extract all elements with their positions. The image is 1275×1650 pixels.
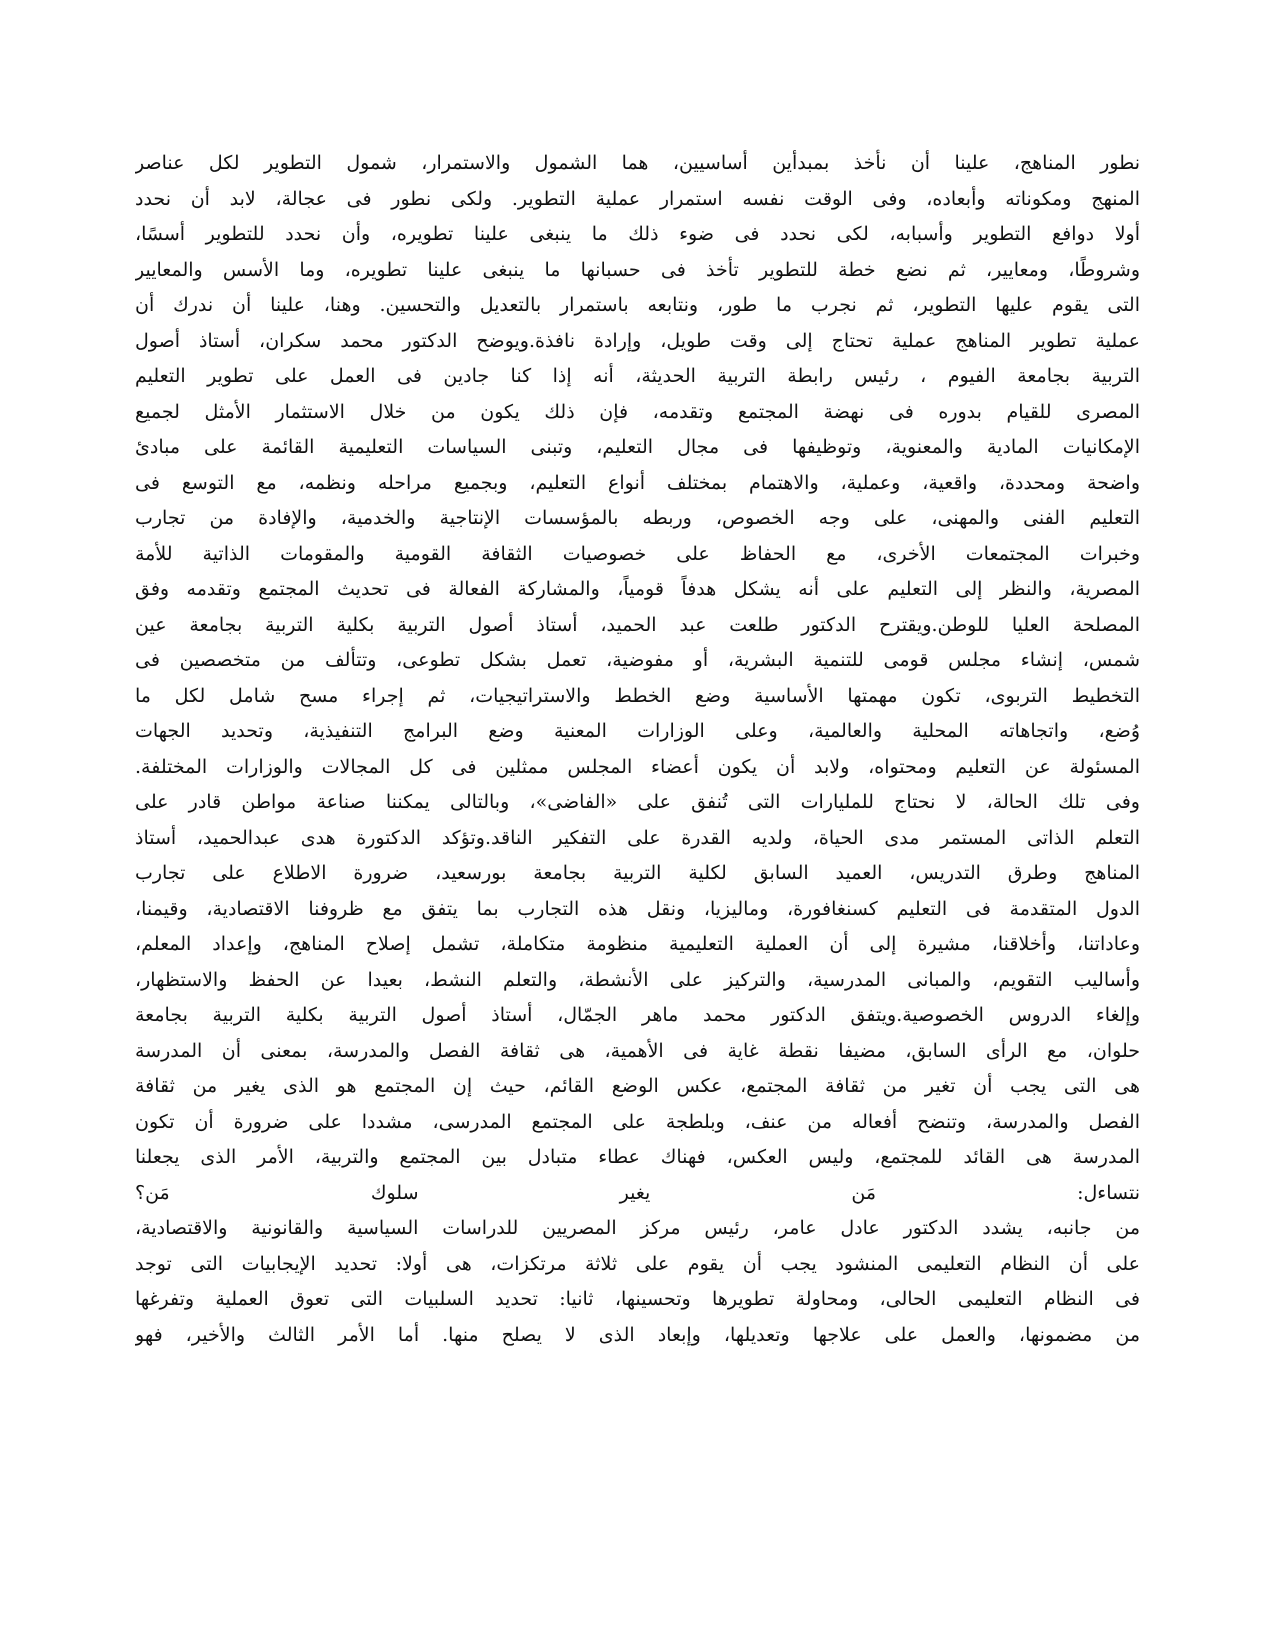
text-line: المناهج وطرق التدريس، العميد السابق لكلية التربية بجامعة بورسعيد، ضرورة الاطلاع على تجارب <box>135 862 1140 884</box>
text-line: نتساءل: مَن يغير سلوك مَن؟ <box>135 1181 1140 1204</box>
text-line: المدرسة هى القائد للمجتمع، وليس العكس، فهناك عطاء متبادل بين المجتمع والتربية، الأمر الذى يجعلنا <box>135 1146 1140 1168</box>
text-line: واضحة ومحددة، واقعية، وعملية، والاهتمام بمختلف أنواع التعليم، وبجميع مراحله ونظمه، مع التوسع فى <box>135 471 1140 494</box>
text-line: على أن النظام التعليمى المنشود يجب أن يقوم على ثلاثة مرتكزات، هى أولا: تحديد الإيجابيات التى توجد <box>135 1252 1140 1275</box>
text-line: نطور المناهج، علينا أن نأخذ بمبدأين أساسيين، هما الشمول والاستمرار، شمول التطوير لكل عناصر <box>135 152 1140 174</box>
text-line: الدول المتقدمة فى التعليم كسنغافورة، وماليزيا، ونقل هذه التجارب بما يتفق مع ظروفنا الاقتصادية، وقيمنا، <box>135 897 1140 920</box>
text-line: وخبرات المجتمعات الأخرى، مع الحفاظ على خصوصيات الثقافة القومية والمقومات الذاتية للأمة <box>135 542 1140 565</box>
text-line: من جانبه، يشدد الدكتور عادل عامر، رئيس مركز المصريين للدراسات السياسية والقانونية والاقتصادية، <box>135 1217 1140 1239</box>
text-line: المصرى للقيام بدوره فى نهضة المجتمع وتقدمه، فإن ذلك يكون من خلال الاستثمار الأمثل لجميع <box>135 400 1140 423</box>
text-line: أولا دوافع التطوير وأسبابه، لكى نحدد فى ضوء ذلك ما ينبغى علينا تطويره، وأن نحدد للتطوير أسسًا، <box>135 223 1140 245</box>
text-line: المنهج ومكوناته وأبعاده، وفى الوقت نفسه استمرار عملية التطوير. ولكى نطور فى عجالة، لابد أن نحدد <box>135 187 1140 210</box>
text-line: وشروطًا، ومعايير، ثم نضع خطة للتطوير تأخذ فى حسبانها ما ينبغى علينا تطويره، وما الأسس والمعايير <box>135 258 1140 281</box>
text-line: التعلم الذاتى المستمر مدى الحياة، ولديه القدرة على التفكير الناقد.وتؤكد الدكتورة هدى عبدالحميد، أستاذ <box>135 826 1140 849</box>
text-line: عملية تطوير المناهج عملية تحتاج إلى وقت طويل، وإرادة نافذة.ويوضح الدكتور محمد سكران، أستاذ أصول <box>135 329 1140 352</box>
text-line: وإلغاء الدروس الخصوصية.ويتفق الدكتور محمد ماهر الجمّال، أستاذ أصول التربية بكلية التربية بجامعة <box>135 1004 1140 1026</box>
text-line: الفصل والمدرسة، وتنضح أفعاله من عنف، وبلطجة على المجتمع المدرسى، مشددا على ضرورة أن تكون <box>135 1110 1140 1133</box>
text-line: وفى تلك الحالة، لا نحتاج للمليارات التى تُنفق على «الفاضى»، وبالتالى يمكننا صناعة مواطن قادر على <box>135 791 1140 813</box>
text-line: فى النظام التعليمى الحالى، ومحاولة تطويرها وتحسينها، ثانيا: تحديد السلبيات التى تعوق العملية وتفرغها <box>135 1288 1140 1310</box>
text-line: شمس، إنشاء مجلس قومى للتنمية البشرية، أو مفوضية، تعمل بشكل تطوعى، وتتألف من متخصصين فى <box>135 649 1140 671</box>
text-line: هى التى يجب أن تغير من ثقافة المجتمع، عكس الوضع القائم، حيث إن المجتمع هو الذى يغير من ثقافة <box>135 1075 1140 1097</box>
text-line: وأساليب التقويم، والمبانى المدرسية، والتركيز على الأنشطة، والتعلم النشط، بعيدا عن الحفظ والاستظهار، <box>135 968 1140 991</box>
text-line: وعاداتنا، وأخلاقنا، مشيرة إلى أن العملية التعليمية منظومة متكاملة، تشمل إصلاح المناهج، وإعداد المعلم، <box>135 933 1140 955</box>
article-body <box>135 146 1140 1353</box>
text-line: المصرية، والنظر إلى التعليم على أنه يشكل هدفاً قومياً، والمشاركة الفعالة فى تحديث المجتمع وتقدمه وفق <box>135 578 1140 600</box>
text-line: التعليم الفنى والمهنى، على وجه الخصوص، وربطه بالمؤسسات الإنتاجية والخدمية، والإفادة من تجارب <box>135 507 1140 529</box>
text-line: الإمكانيات المادية والمعنوية، وتوظيفها فى مجال التعليم، وتبنى السياسات التعليمية القائمة على مبادئ <box>135 436 1140 458</box>
text-line: المصلحة العليا للوطن.ويقترح الدكتور طلعت عبد الحميد، أستاذ أصول التربية بكلية التربية بجامعة عين <box>135 613 1140 636</box>
text-line: من مضمونها، والعمل على علاجها وتعديلها، وإبعاد الذى لا يصلح منها. أما الأمر الثالث والأخير، فهو <box>135 1323 1140 1346</box>
text-line: التربية بجامعة الفيوم ، رئيس رابطة التربية الحديثة، أنه إذا كنا جادين فى العمل على تطوير التعليم <box>135 365 1140 387</box>
text-line: حلوان، مع الرأى السابق، مضيفا نقطة غاية فى الأهمية، هى ثقافة الفصل والمدرسة، بمعنى أن المدرسة <box>135 1039 1140 1062</box>
text-line: التى يقوم عليها التطوير، ثم نجرب ما طور، ونتابعه باستمرار بالتعديل والتحسين. وهنا، علينا أن ندرك أن <box>135 294 1140 316</box>
text-line: التخطيط التربوى، تكون مهمتها الأساسية وضع الخطط والاستراتيجيات، ثم إجراء مسح شامل لكل ما <box>135 684 1140 707</box>
text-line: وُضع، واتجاهاته المحلية والعالمية، وعلى الوزارات المعنية وضع البرامج التنفيذية، وتحديد الجهات <box>135 720 1140 742</box>
text-line: المسئولة عن التعليم ومحتواه، ولابد أن يكون أعضاء المجلس ممثلين فى كل المجالات والوزارات المختلفة. <box>135 755 1140 778</box>
